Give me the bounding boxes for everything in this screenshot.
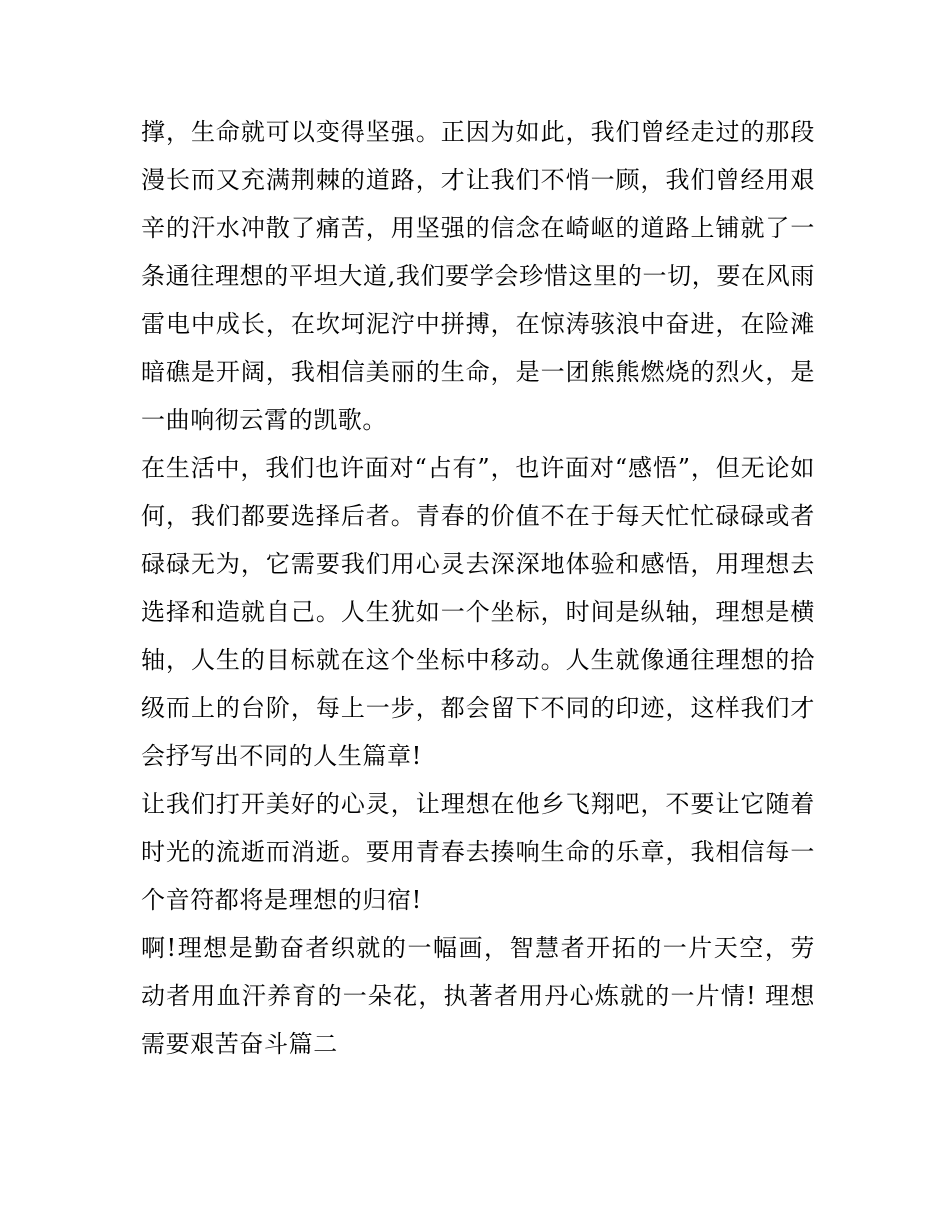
paragraph-3: 让我们打开美好的心灵，让理想在他乡飞翔吧，不要让它随着时光的流逝而消逝。要用青春去揍响生命的乐章，我相信每一个音符都将是理想的归宿! <box>141 790 815 914</box>
paragraph-2: 在生活中，我们也许面对“占有”，也许面对“感悟”，但无论如何，我们都要选择后者。青春的价值不在于每天忙忙碌碌或者碌碌无为，它需要我们用心灵去深深地体验和感悟，用理想去选择和造就自己。人生犹如一个坐标，时间是纵轴，理想是横轴，人生的目标就在这个坐标中移动。人生就像通往理想的拾级而上的台阶，每上一步，都会留下不同的印迹，这样我们才会抒写出不同的人生篇章! <box>141 454 815 770</box>
paragraph-1: 撑，生命就可以变得坚强。正因为如此，我们曾经走过的那段漫长而又充满荆棘的道路，才让我们不悄一顾，我们曾经用艰辛的汗水冲散了痛苦，用坚强的信念在崎岖的道路上铺就了一条通往理想的平坦大道,我们要学会珍惜这里的一切，要在风雨雷电中成长，在坎坷泥泞中拼搏，在惊涛骇浪中奋进，在险滩暗礁是开阔，我相信美丽的生命，是一团熊熊燃烧的烈火，是一曲响彻云霄的凯歌。 <box>141 118 815 434</box>
document-body <box>141 108 815 1068</box>
paragraph-4: 啊!理想是勤奋者织就的一幅画，智慧者开拓的一片天空，劳动者用血汗养育的一朵花，执著者用丹心炼就的一片情! 理想需要艰苦奋斗篇二 <box>141 934 815 1058</box>
